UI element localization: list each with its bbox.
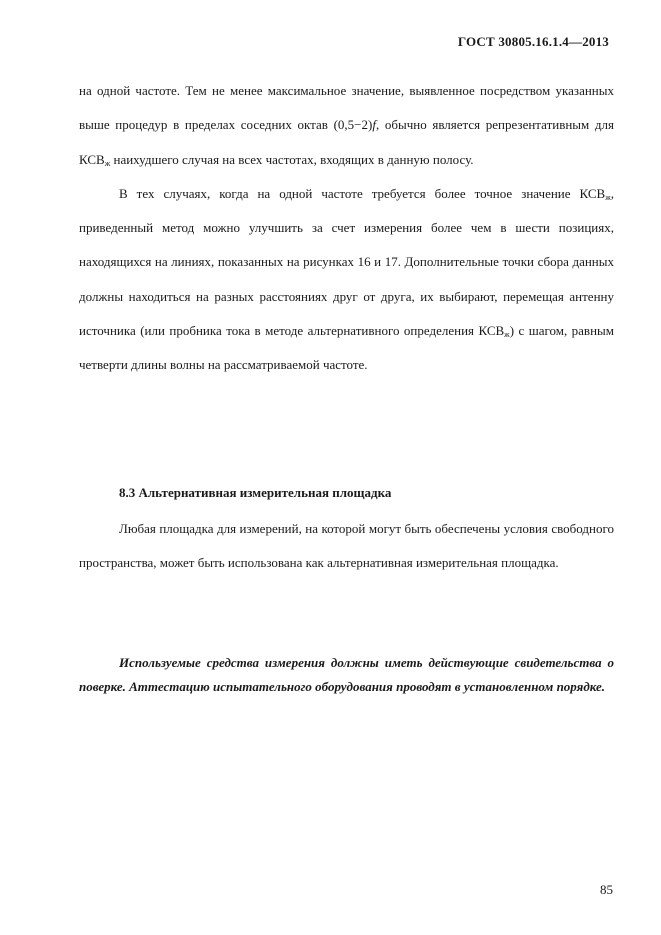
paragraph-2-text-a: В тех случаях, когда на одной частоте требуется более точное значение КСВ [119,185,606,201]
ksv-subscript: ж [504,330,510,340]
verification-note: Используемые средства измерения должны иметь действующие свидетельства о поверке. Аттестацию испытательного оборудования проводят в установленном порядке. [79,655,614,694]
document-header: ГОСТ 30805.16.1.4—2013 [457,34,609,49]
paragraph-2-text-c: ) с шагом, равным четверти длины волны на рассматриваемой частоте. [79,323,614,373]
paragraph-1 [79,74,614,177]
ksv-subscript: ж [104,158,111,168]
page-number: 85 [600,882,613,897]
frequency-symbol: f [372,117,376,133]
paragraph-2 [79,177,614,383]
paragraph-1-text-a: на одной частоте. Тем не менее максимальное значение, выявленное посредством указанных выше процедур в пределах соседних октав (0,5−2) [79,83,614,133]
ksv-subscript: ж [605,192,611,202]
paragraph-continuation [79,74,614,383]
paragraph-3: Любая площадка для измерений, на которой могут быть обеспечены условия свободного пространства, может быть использована как альтернативная измерительная площадка. [79,521,614,571]
section-heading: 8.3 Альтернативная измерительная площадка [119,485,392,500]
paragraph-1-text-b: , обычно является репрезентативным для КСВ [79,117,614,167]
section-body [79,512,614,581]
paragraph-1-text-c: наихудшего случая на всех частотах, входящих в данную полосу. [110,151,474,167]
paragraph-2-text-b: , приведенный метод можно улучшить за счет измерения более чем в шести позициях, находящихся на линиях, показанных на рисунках 16 и 17. Дополнительные точки сбора данных должны находиться на разных расстояниях друг от друга, их выбирают, перемещая антенну источника (или пробника тока в методе альтернативного определения КСВ [79,185,614,339]
